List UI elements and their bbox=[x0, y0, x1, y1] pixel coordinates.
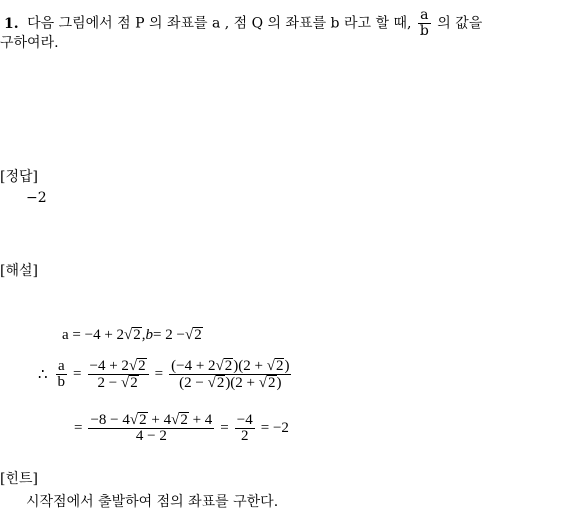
equals-sign: = bbox=[73, 366, 82, 382]
separator: , bbox=[141, 327, 146, 343]
question-number: 1. bbox=[4, 15, 19, 32]
expr-a: a = −4 + 2 bbox=[62, 327, 125, 343]
fraction-numerator: a bbox=[420, 7, 429, 23]
therefore-symbol: ∴ bbox=[38, 367, 48, 383]
explanation-line-1 bbox=[62, 327, 203, 344]
question-text-after: 의 값을 bbox=[437, 15, 483, 32]
fraction-denominator: b bbox=[57, 374, 66, 390]
fraction-numerator: −4 + 2√2 bbox=[88, 358, 149, 375]
equals-sign: = bbox=[154, 366, 164, 382]
answer-label: [정답] bbox=[0, 169, 38, 185]
sqrt-symbol: √2 bbox=[124, 327, 141, 343]
fraction-denominator: 2 − √2 bbox=[97, 375, 138, 391]
final-result: = −2 bbox=[260, 419, 289, 436]
fraction-a-over-b bbox=[56, 359, 68, 390]
fraction-rationalized bbox=[169, 358, 291, 391]
equals-sign: = bbox=[74, 419, 83, 436]
fraction-substituted bbox=[88, 358, 149, 391]
fraction-numerator: −8 − 4√2 + 4√2 + 4 bbox=[90, 412, 213, 428]
hint-label: [힌트] bbox=[0, 471, 38, 487]
fraction-simplified bbox=[235, 413, 255, 444]
explanation-label: [해설] bbox=[0, 263, 38, 279]
radicand: 2 bbox=[194, 327, 202, 343]
equals-sign: = bbox=[220, 419, 229, 436]
var-b: b bbox=[145, 327, 154, 343]
hint-text: 시작점에서 출발하여 점의 좌표를 구한다. bbox=[26, 494, 279, 510]
explanation-line-2 bbox=[38, 358, 293, 391]
fraction-expanded bbox=[88, 412, 214, 444]
sqrt-symbol: √2 bbox=[184, 327, 202, 343]
fraction-denominator: 4 − 2 bbox=[135, 428, 167, 444]
question-fraction bbox=[418, 8, 431, 39]
fraction-numerator: (−4 + 2√2)(2 + √2) bbox=[171, 358, 290, 374]
question-text: 다음 그림에서 점 P 의 좌표를 a , 점 Q 의 좌표를 b 라고 할 때, bbox=[27, 15, 412, 32]
fraction-denominator: 2 bbox=[241, 427, 249, 444]
fraction-denominator: (2 − √2)(2 + √2) bbox=[179, 375, 282, 391]
fraction-numerator: a bbox=[57, 358, 65, 374]
radicand: 2 bbox=[133, 327, 141, 343]
question-line-2: 구하여라. bbox=[0, 35, 59, 51]
question-line-1 bbox=[4, 8, 482, 39]
explanation-line-3 bbox=[74, 412, 289, 444]
expr-b: = 2 − bbox=[153, 327, 185, 343]
fraction-numerator: −4 bbox=[236, 411, 253, 428]
fraction-denominator: b bbox=[419, 23, 429, 39]
answer-value: −2 bbox=[26, 190, 47, 206]
